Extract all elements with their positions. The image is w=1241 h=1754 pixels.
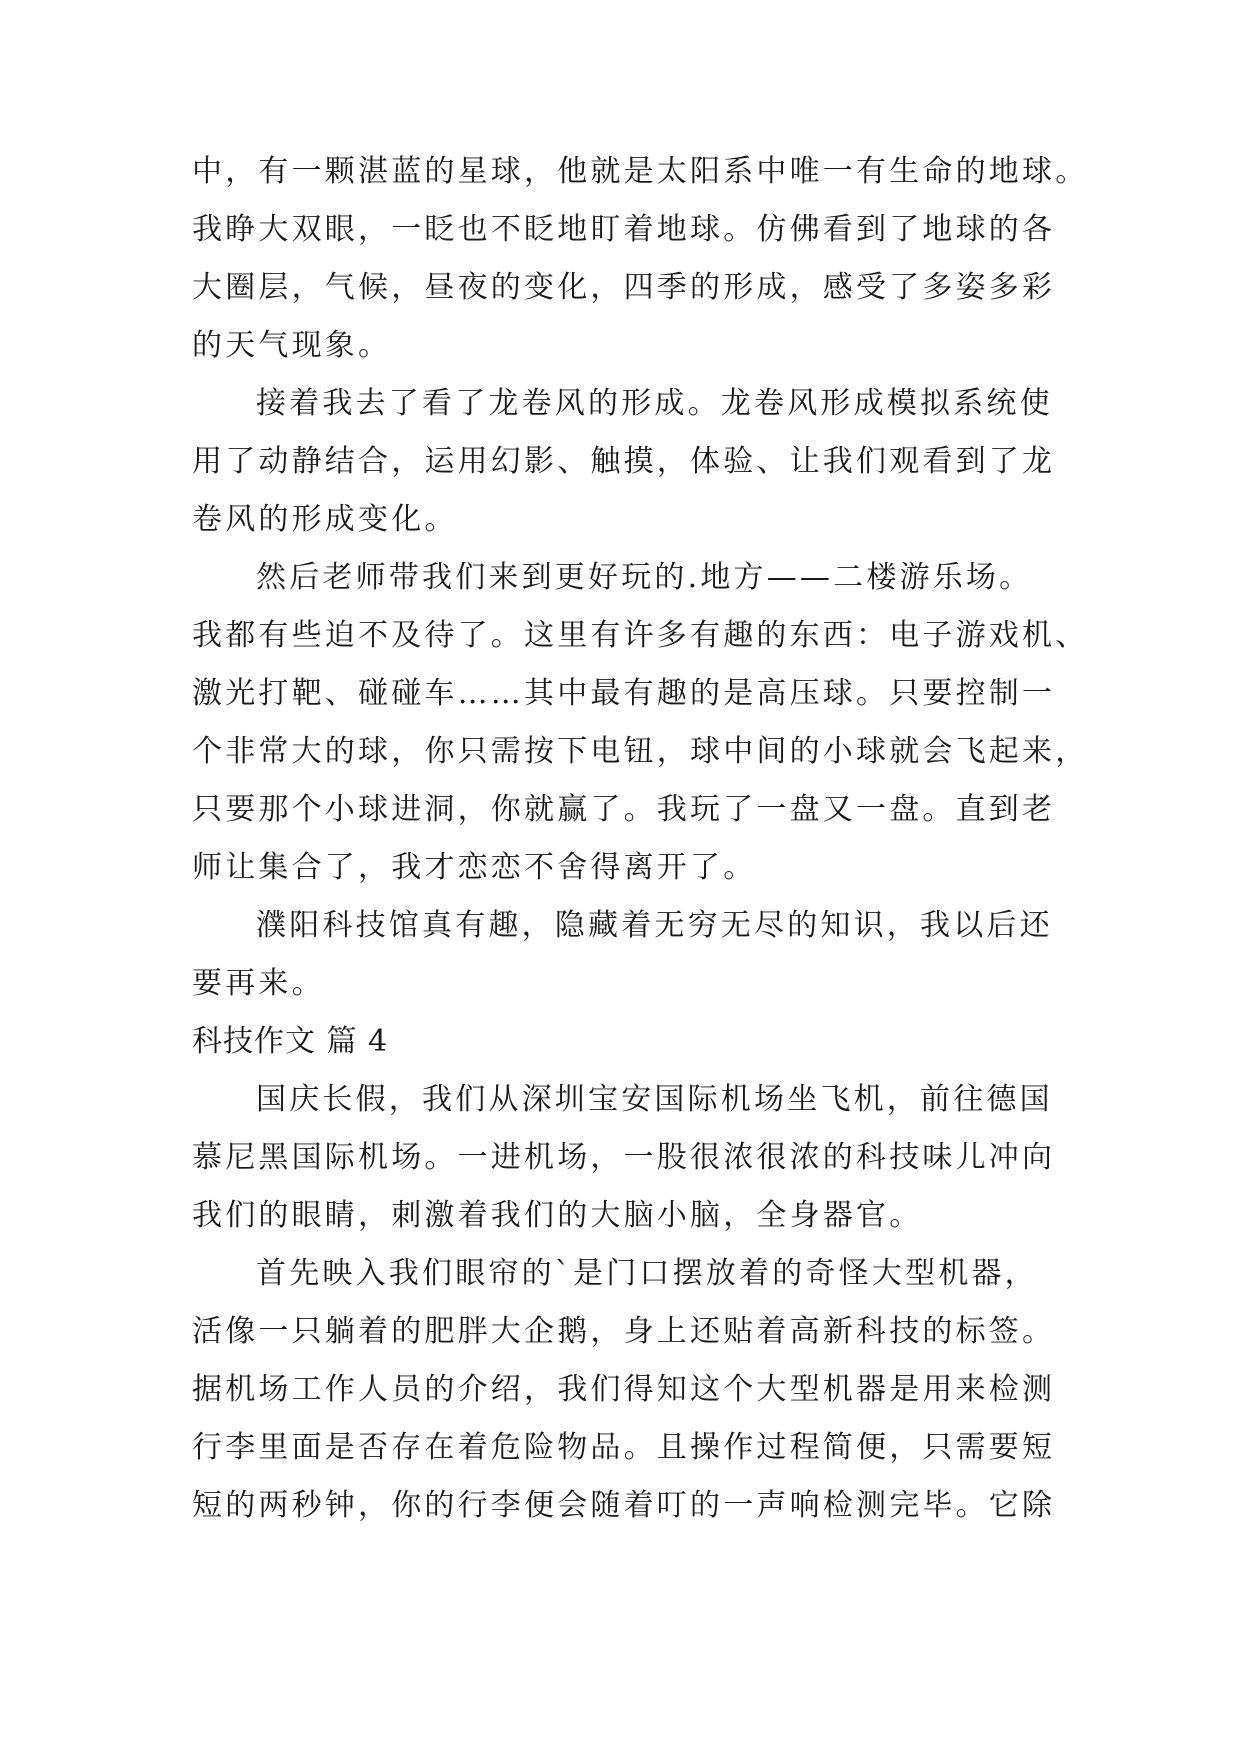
- text-line: 大圈层，气候，昼夜的变化，四季的形成，感受了多姿多彩: [192, 270, 1056, 305]
- text-line: 的天气现象。: [192, 328, 392, 363]
- text-line: 短的两秒钟，你的行李便会随着叮的一声响检测完毕。它除: [192, 1488, 1056, 1523]
- text-line: 我都有些迫不及待了。这里有许多有趣的东西：电子游戏机、: [192, 618, 1089, 653]
- text-line: 我们的眼睛，刺激着我们的大脑小脑，全身器官。: [192, 1198, 923, 1233]
- text-line: 行李里面是否存在着危险物品。且操作过程简便，只需要短: [192, 1430, 1056, 1465]
- text-line: 师让集合了，我才恋恋不舍得离开了。: [192, 850, 757, 885]
- text-line: 中，有一颗湛蓝的星球，他就是太阳系中唯一有生命的地球。: [192, 154, 1089, 189]
- text-line: 卷风的形成变化。: [192, 502, 458, 537]
- paragraph-first-line: 国庆长假，我们从深圳宝安国际机场坐飞机，前往德国: [256, 1082, 1053, 1117]
- paragraph-first-line: 濮阳科技馆真有趣，隐藏着无穷无尽的知识，我以后还: [256, 908, 1053, 943]
- paragraph-first-line: 然后老师带我们来到更好玩的.地方——二楼游乐场。: [256, 560, 1033, 595]
- text-line: 活像一只躺着的肥胖大企鹅，身上还贴着高新科技的标签。: [192, 1314, 1056, 1349]
- text-line: 慕尼黑国际机场。一进机场，一股很浓很浓的科技味儿冲向: [192, 1140, 1056, 1175]
- text-line: 据机场工作人员的介绍，我们得知这个大型机器是用来检测: [192, 1372, 1056, 1407]
- text-line: 用了动静结合，运用幻影、触摸，体验、让我们观看到了龙: [192, 444, 1056, 479]
- paragraph-first-line: 首先映入我们眼帘的`是门口摆放着的奇怪大型机器，: [256, 1256, 1038, 1291]
- text-line: 只要那个小球进洞，你就赢了。我玩了一盘又一盘。直到老: [192, 792, 1056, 827]
- section-heading: 科技作文 篇 4: [192, 1024, 389, 1059]
- text-line: 要再来。: [192, 966, 325, 1001]
- text-line: 个非常大的球，你只需按下电钮，球中间的小球就会飞起来，: [192, 734, 1089, 769]
- text-line: 激光打靶、碰碰车……其中最有趣的是高压球。只要控制一: [192, 676, 1056, 711]
- paragraph-first-line: 接着我去了看了龙卷风的形成。龙卷风形成模拟系统使: [256, 386, 1053, 421]
- text-line: 我睁大双眼，一眨也不眨地盯着地球。仿佛看到了地球的各: [192, 212, 1056, 247]
